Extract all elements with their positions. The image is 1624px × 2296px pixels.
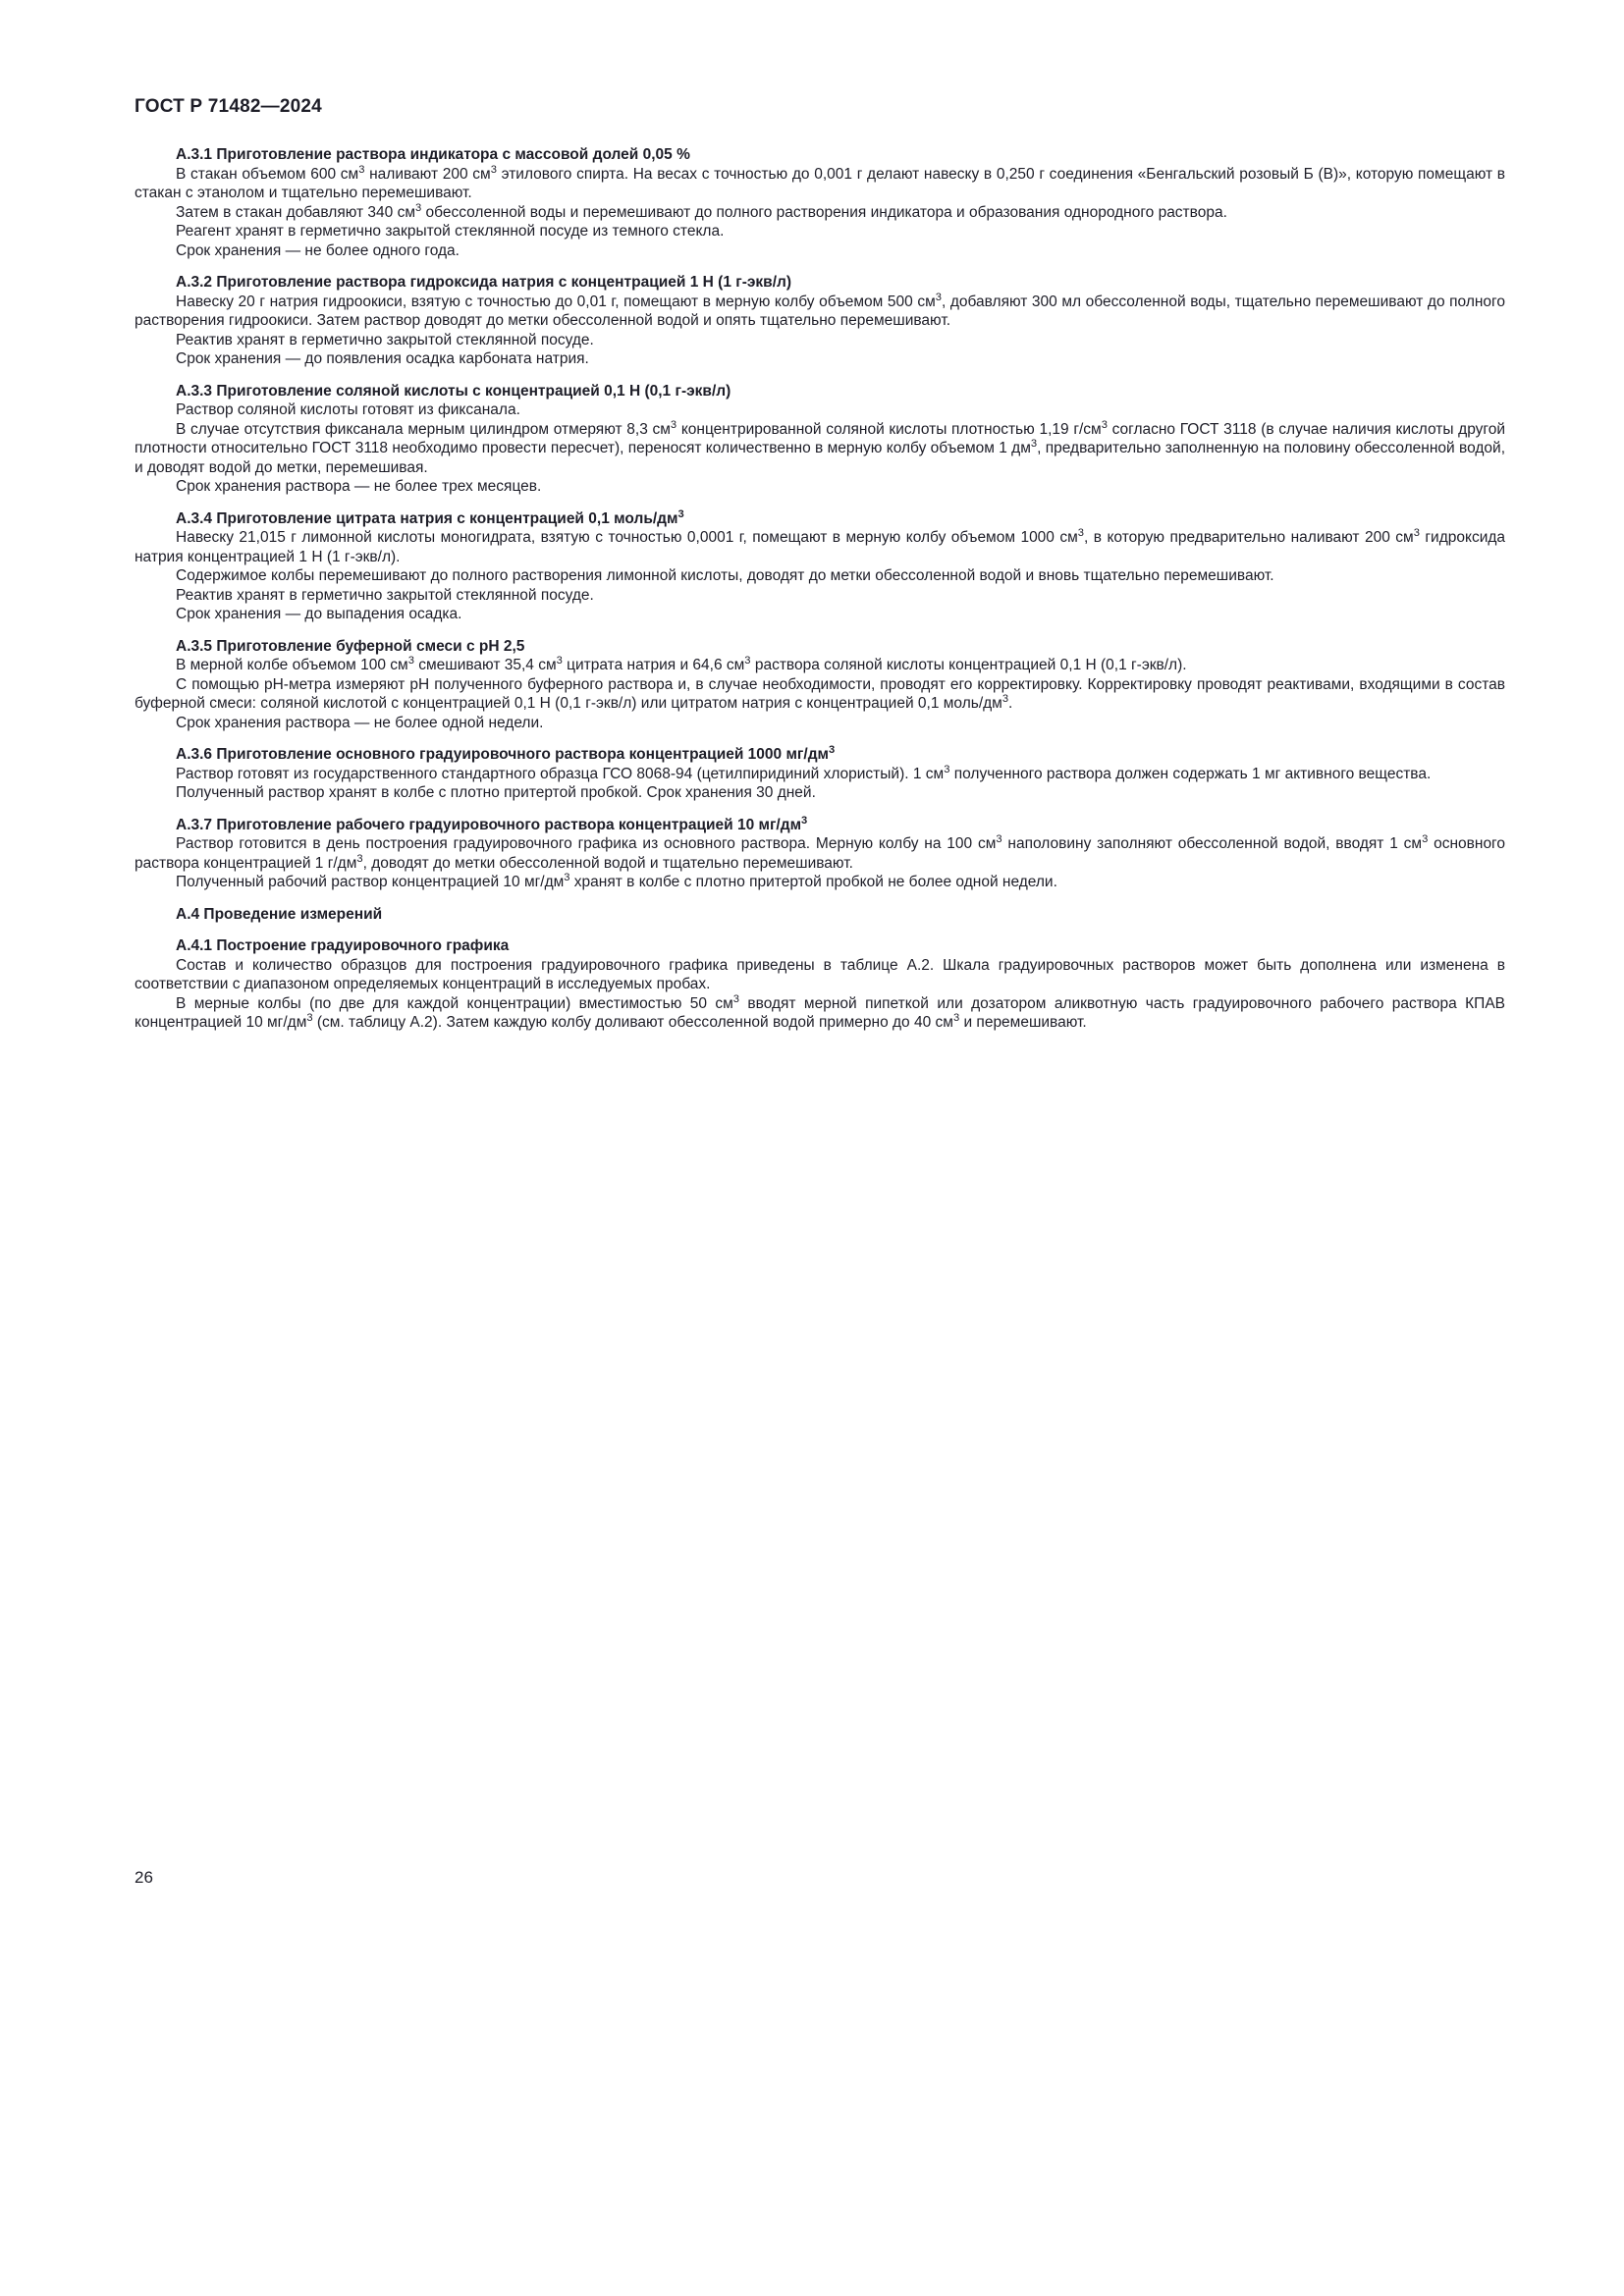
paragraph: С помощью pH-метра измеряют pH полученного буферного раствора и, в случае необходимости, проводят его корректировку. Корректировку проводят реактивами, входящими в состав буферной смеси: соляной кислотой с концентрацией 0,1 Н (0,1 г-экв/л) или цитратом натрия с концентрацией 0,1 моль/$дм^3$. [135, 675, 1505, 712]
section-heading: А.3.1 Приготовление раствора индикатора с массовой долей 0,05 % [176, 146, 690, 163]
section-heading: А.3.7 Приготовление рабочего градуировочного раствора концентрацией 10 $мг/дм^3$ [176, 814, 808, 833]
paragraph: Срок хранения — до появления осадка карбоната натрия. [176, 350, 589, 367]
paragraph: Раствор готовят из государственного стандартного образца ГСО 8068-94 (цетилпиридиний хлористый). 1 $см^3$ полученного раствора должен содержать 1 мг активного вещества. [176, 763, 1432, 782]
paragraph: В случае отсутствия фиксанала мерным цилиндром отмеряют 8,3 $см^3$ концентрированной соляной кислоты плотностью 1,19 $г/см^3$ согласно ГОСТ 3118 (в случае наличия кислоты другой плотности относительно ГОСТ 3118 необходимо провести пересчет), переносят количественно в мерную колбу объемом 1 $дм^3$, предварительно заполненную на половину обессоленной водой, и доводят водой до метки, перемешивая. [135, 418, 1505, 476]
section-heading: А.4 Проведение измерений [176, 905, 383, 923]
paragraph: Навеску 21,015 г лимонной кислоты моногидрата, взятую с точностью 0,0001 г, помещают в мерную колбу объемом 1000 $см^3$, в которую предварительно наливают 200 $см^3$ гидроксида натрия концентрацией 1 Н (1 г-экв/л). [135, 526, 1506, 565]
paragraph: Срок хранения — не более одного года. [176, 241, 460, 259]
section-heading: А.3.6 Приготовление основного градуировочного раствора концентрацией 1000 $мг/дм^3$ [176, 743, 836, 763]
paragraph: В мерные колбы (по две для каждой концентрации) вместимостью 50 $см^3$ вводят мерной пипеткой или дозатором аликвотную часть градуировочного рабочего раствора КПАВ концентрацией 10 $мг/дм^3$ (см. таблицу А.2). Затем каждую колбу доливают обессоленной водой примерно до 40 $см^3$ и перемешивают. [135, 992, 1505, 1031]
section-heading: А.3.2 Приготовление раствора гидроксида натрия с концентрацией 1 Н (1 г-экв/л) [176, 274, 792, 291]
paragraph: Полученный рабочий раствор концентрацией 10 $мг/дм^3$ хранят в колбе с плотно притертой пробкой не более одной недели. [176, 871, 1057, 890]
page-number: 26 [135, 1868, 153, 1887]
paragraph: Состав и количество образцов для построения градуировочного графика приведены в таблице А.2. Шкала градуировочных растворов может быть дополнена или изменена в соответствии с диапазоном определяемых концентраций в исследуемых пробах. [135, 956, 1505, 992]
paragraph: Раствор готовится в день построения градуировочного графика из основного раствора. Мерную колбу на 100 $см^3$ наполовину заполняют обессоленной водой, вводят 1 $см^3$ основного раствора концентрацией 1 $г/дм^3$, доводят до метки обессоленной водой и тщательно перемешивают. [135, 832, 1505, 872]
paragraph: Срок хранения раствора — не более одной недели. [176, 714, 544, 731]
paragraph: Навеску 20 г натрия гидроокиси, взятую с точностью до 0,01 г, помещают в мерную колбу объемом 500 $см^3$, добавляют 300 мл обессоленной воды, тщательно перемешивают до полного растворения гидроокиси. Затем раствор доводят до метки обессоленной водой и опять тщательно перемешивают. [135, 291, 1505, 329]
section-heading: А.3.4 Приготовление цитрата натрия с концентрацией 0,1 моль/$дм^3$ [176, 507, 684, 527]
paragraph: В мерной колбе объемом 100 $см^3$ смешивают 35,4 $см^3$ цитрата натрия и 64,6 $см^3$ раствора соляной кислоты концентрацией 0,1 Н (0,1 г-экв/л). [176, 654, 1187, 673]
section-heading: А.3.3 Приготовление соляной кислоты с концентрацией 0,1 Н (0,1 г-экв/л) [176, 382, 731, 400]
paragraph: В стакан объемом 600 $см^3$ наливают 200 $см^3$ этилового спирта. На весах с точностью до 0,001 г делают навеску в 0,250 г соединения «Бенгальский розовый Б (В)», которую помещают в стакан с этанолом и тщательно перемешивают. [135, 163, 1505, 201]
paragraph: Реактив хранят в герметично закрытой стеклянной посуде. [176, 586, 594, 604]
paragraph: Реагент хранят в герметично закрытой стеклянной посуде из темного стекла. [176, 223, 725, 240]
paragraph: Раствор соляной кислоты готовят из фиксанала. [176, 401, 520, 418]
section-heading: А.4.1 Построение градуировочного графика [176, 937, 510, 954]
document-body [135, 145, 1505, 1033]
paragraph: Срок хранения раствора — не более трех месяцев. [176, 478, 542, 495]
paragraph: Срок хранения — до выпадения осадка. [176, 606, 462, 622]
section-heading: А.3.5 Приготовление буферной смеси с pH 2,5 [176, 637, 525, 655]
document-header: ГОСТ Р 71482—2024 [135, 96, 322, 117]
paragraph: Затем в стакан добавляют 340 $см^3$ обессоленной воды и перемешивают до полного растворения индикатора и образования однородного раствора. [176, 201, 1227, 221]
paragraph: Реактив хранят в герметично закрытой стеклянной посуде. [176, 331, 594, 348]
paragraph: Полученный раствор хранят в колбе с плотно притертой пробкой. Срок хранения 30 дней. [176, 784, 816, 801]
paragraph: Содержимое колбы перемешивают до полного растворения лимонной кислоты, доводят до метки обессоленной водой и вновь тщательно перемешивают. [176, 567, 1274, 584]
